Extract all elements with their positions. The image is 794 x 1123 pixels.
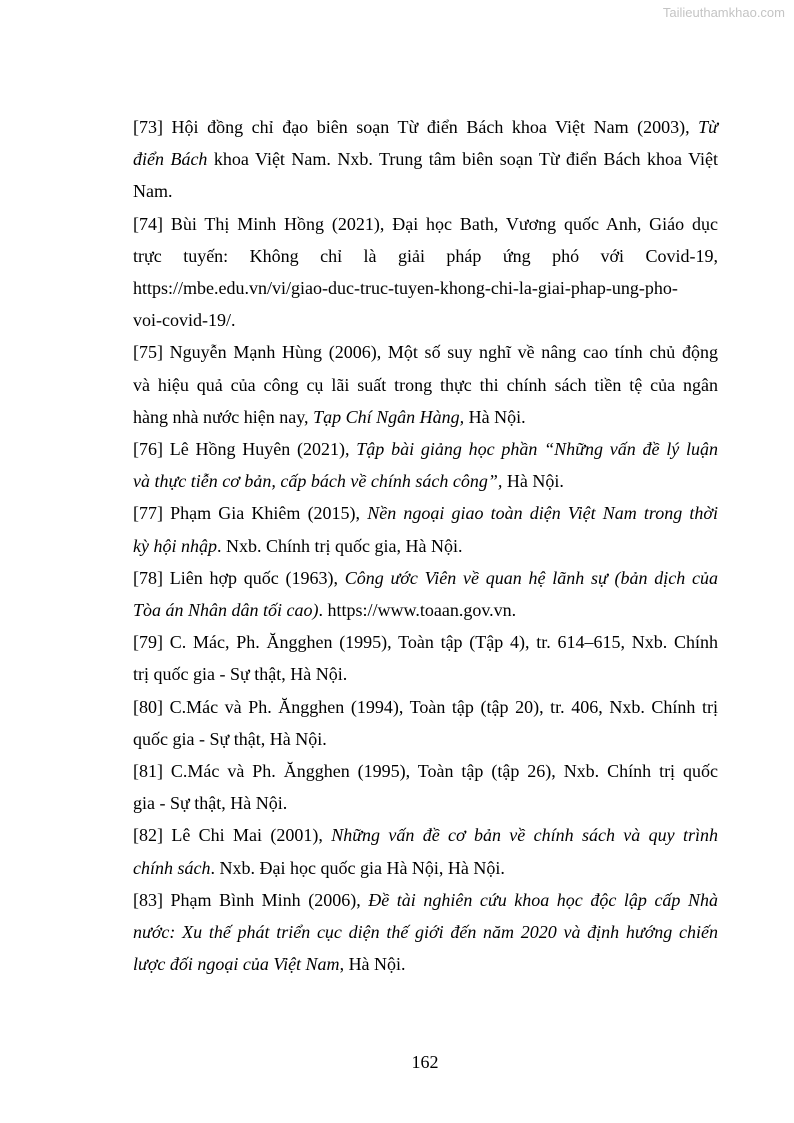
watermark: Tailieuthamkhao.com (662, 5, 785, 20)
reference-title-italic: Tập bài giảng học phần “Những vấn đề lý luận (356, 439, 719, 460)
reference-title-italic: Tòa án Nhân dân tối cao) (133, 600, 319, 621)
reference-title-italic: chính sách (133, 857, 211, 878)
reference-line (133, 401, 718, 433)
reference-text: [75] Nguyễn Mạnh Hùng (2006), Một số suy nghĩ về nâng cao tính chủ động (133, 342, 718, 363)
reference-entry-82 (133, 819, 718, 883)
reference-line (133, 336, 718, 368)
reference-text: [81] C.Mác và Ph. Ăngghen (1995), Toàn tập (tập 26), Nxb. Chính trị quốc (133, 761, 718, 782)
reference-title-italic: điển Bách (133, 149, 208, 170)
reference-text: [83] Phạm Bình Minh (2006), (133, 889, 369, 910)
reference-text: trị quốc gia - Sự thật, Hà Nội. (133, 664, 348, 685)
reference-text: https://mbe.edu.vn/vi/giao-duc-truc-tuyen-khong-chi-la-giai-phap-ung-pho- (133, 278, 678, 299)
reference-line (133, 272, 718, 304)
reference-title-italic: Nền ngoại giao toàn diện Việt Nam trong thời (367, 503, 718, 524)
reference-line (133, 208, 718, 240)
reference-text: khoa Việt Nam. Nxb. Trung tâm biên soạn Từ điển Bách khoa Việt (207, 149, 718, 170)
reference-title-italic: lược đối ngoại của Việt Nam (133, 954, 340, 975)
reference-line (133, 433, 718, 465)
reference-line (133, 304, 718, 336)
reference-line (133, 884, 718, 916)
reference-text: quốc gia - Sự thật, Hà Nội. (133, 728, 327, 749)
reference-line (133, 948, 718, 980)
reference-line (133, 497, 718, 529)
reference-text: . https://www.toaan.gov.vn. (318, 600, 517, 621)
reference-line (133, 240, 718, 272)
reference-text: [77] Phạm Gia Khiêm (2015), (133, 503, 368, 524)
reference-title-italic: Đề tài nghiên cứu khoa học độc lập cấp Nhà (368, 889, 718, 910)
reference-line (133, 143, 718, 175)
reference-text: gia - Sự thật, Hà Nội. (133, 793, 288, 814)
reference-text: , Hà Nội. (339, 954, 406, 975)
reference-line (133, 465, 718, 497)
reference-text: voi-covid-19/. (133, 310, 236, 331)
reference-line (133, 369, 718, 401)
reference-line (133, 787, 718, 819)
reference-entry-81 (133, 755, 718, 819)
reference-list (133, 111, 718, 980)
reference-text: [79] C. Mác, Ph. Ăngghen (1995), Toàn tập (Tập 4), tr. 614–615, Nxb. Chính (133, 632, 718, 653)
reference-entry-78 (133, 562, 718, 626)
reference-title-italic: kỳ hội nhập (133, 535, 217, 556)
reference-text: . Nxb. Chính trị quốc gia, Hà Nội. (216, 535, 463, 556)
reference-entry-75 (133, 336, 718, 433)
reference-entry-77 (133, 497, 718, 561)
reference-title-italic: Tạp Chí Ngân Hàng, (313, 406, 465, 427)
reference-title-italic: Công ước Viên về quan hệ lãnh sự (bản dịch của (344, 567, 718, 588)
reference-line (133, 562, 718, 594)
reference-title-italic: nước: Xu thế phát triển cục diện thế giới đến năm 2020 và định hướng chiến (133, 922, 718, 943)
reference-line (133, 819, 718, 851)
reference-entry-79 (133, 626, 718, 690)
reference-line (133, 594, 718, 626)
reference-title-italic: và thực tiễn cơ bản, cấp bách về chính sách công”, (133, 471, 503, 492)
page-number: 162 (411, 1052, 439, 1072)
reference-text: trực tuyến: Không chỉ là giải pháp ứng phó với Covid-19, (133, 245, 718, 266)
reference-line (133, 658, 718, 690)
reference-line (133, 175, 718, 207)
reference-line (133, 723, 718, 755)
reference-entry-80 (133, 691, 718, 755)
reference-text: và hiệu quả của công cụ lãi suất trong thực thi chính sách tiền tệ của ngân (133, 374, 718, 395)
reference-title-italic: Từ (698, 117, 718, 137)
reference-entry-83 (133, 884, 718, 981)
reference-line (133, 916, 718, 948)
reference-text: hàng nhà nước hiện nay, (133, 406, 314, 427)
reference-line (133, 755, 718, 787)
reference-text: [82] Lê Chi Mai (2001), (133, 825, 332, 846)
reference-line (133, 626, 718, 658)
reference-text: Hà Nội. (502, 471, 564, 492)
reference-line (133, 691, 718, 723)
reference-line (133, 530, 718, 562)
reference-entry-74 (133, 208, 718, 337)
reference-text: Hà Nội. (464, 406, 526, 427)
reference-text: [80] C.Mác và Ph. Ăngghen (1994), Toàn tập (tập 20), tr. 406, Nxb. Chính trị (133, 696, 718, 717)
reference-line (133, 111, 718, 143)
reference-line (133, 852, 718, 884)
reference-text: [78] Liên hợp quốc (1963), (133, 567, 345, 588)
reference-text: [73] Hội đồng chỉ đạo biên soạn Từ điển Bách khoa Việt Nam (2003), (133, 117, 699, 137)
reference-text: [74] Bùi Thị Minh Hồng (2021), Đại học Bath, Vương quốc Anh, Giáo dục (133, 213, 718, 234)
reference-entry-76 (133, 433, 718, 497)
reference-text: Nam. (133, 181, 173, 202)
reference-text: . Nxb. Đại học quốc gia Hà Nội, Hà Nội. (210, 857, 505, 878)
reference-title-italic: Những vấn đề cơ bản về chính sách và quy trình (331, 825, 718, 846)
reference-entry-73 (133, 111, 718, 208)
reference-text: [76] Lê Hồng Huyên (2021), (133, 439, 357, 460)
